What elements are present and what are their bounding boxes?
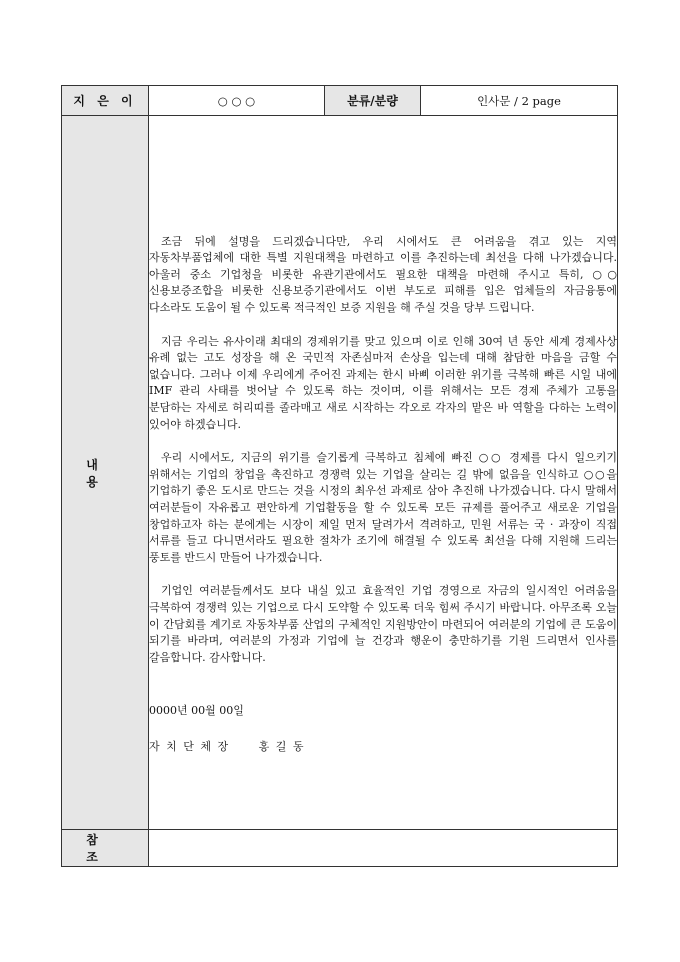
- category-value: 인사문 / 2 page: [421, 86, 618, 116]
- letter-date: 0000년 00월 00일: [149, 704, 244, 718]
- reference-value: [149, 830, 618, 867]
- signer-name: 홍길동: [258, 740, 311, 754]
- author-value: ○ ○ ○: [149, 86, 325, 116]
- content-body: [149, 116, 618, 830]
- reference-label: 참 조: [62, 830, 149, 867]
- document-form: [61, 85, 618, 867]
- category-label: 분류/분량: [325, 86, 421, 116]
- paragraph: 지금 우리는 유사이래 최대의 경제위기를 맞고 있으며 이로 인해 30여 년 동안 세계 경제사상 유례 없는 고도 성장을 해 온 국민적 자존심마저 손상을 입는데 대해 참담한 마음을 금할 수 없습니다. 그러나 이제 우리에게 주어진 과제는 한시 바삐 이러한 위기를 극복해 빠른 시일 내에 IMF 관리 사태를 벗어날 수 있도록 하는 것이며, 이를 위해서는 모든 경제 주체가 고통을 분담하는 자세로 허리띠를 졸라매고 새로 시작하는 각오로 각자의 맡은 바 역할을 다하는 노력이 있어야 하겠습니다.: [149, 334, 617, 431]
- author-label: 지 은 이: [62, 86, 149, 116]
- signature-line: [149, 738, 617, 754]
- paragraph: 우리 시에서도, 지금의 위기를 슬기롭게 극복하고 침체에 빠진 ○○ 경제를 다시 일으키기 위해서는 기업의 창업을 촉진하고 경쟁력 있는 기업을 살리는 길 밖에 없음을 인식하고 ○○을 기업하기 좋은 도시로 만드는 것을 시정의 최우선 과제로 삼아 추진해 나가겠습니다. 다시 말해서 여러분들이 자유롭고 편안하게 기업활동을 할 수 있도록 모든 규제를 풀어주고 새로운 기업을 창업하고자 하는 분에게는 시장이 제일 먼저 달려가서 격려하고, 민원 서류는 국 · 과장이 직접 서류를 들고 다니면서라도 필요한 절차가 조기에 해결될 수 있도록 최선을 다해 지원해 드리는 풍토를 반드시 만들어 나가겠습니다.: [149, 451, 617, 564]
- header-row: [62, 86, 618, 116]
- content-row: [62, 116, 618, 830]
- reference-row: [62, 830, 618, 867]
- paragraph: 조금 뒤에 설명을 드리겠습니다만, 우리 시에서도 큰 어려움을 겪고 있는 지역 자동차부품업체에 대한 특별 지원대책을 마련하고 이를 추진하는데 최선을 다해 나가겠습니다. 아울러 중소 기업청을 비롯한 유관기관에서도 필요한 대책을 마련해 주시고 특히, ○○신용보증조합을 비롯한 신용보증기관에서도 이번 부도로 피해를 입은 업체들의 자금융통에 다소라도 도움이 될 수 있도록 적극적인 보증 지원을 해 주실 것을 당부 드립니다.: [149, 234, 617, 315]
- content-label: 내 용: [62, 116, 149, 830]
- signer-title: 자치단체장: [149, 740, 235, 754]
- paragraph: 기업인 여러분들께서도 보다 내실 있고 효율적인 기업 경영으로 자금의 일시적인 어려움을 극복하여 경쟁력 있는 기업으로 다시 도약할 수 있도록 더욱 힘써 주시기 바랍니다. 아무조록 오늘 이 간담회를 계기로 자동차부품 산업의 구체적인 지원방안이 마련되어 여러분의 기업에 큰 도움이 되기를 바라며, 여러분의 가정과 기업에 늘 건강과 행운이 충만하기를 기원 드리면서 인사를 갈음합니다. 감사합니다.: [149, 584, 617, 664]
